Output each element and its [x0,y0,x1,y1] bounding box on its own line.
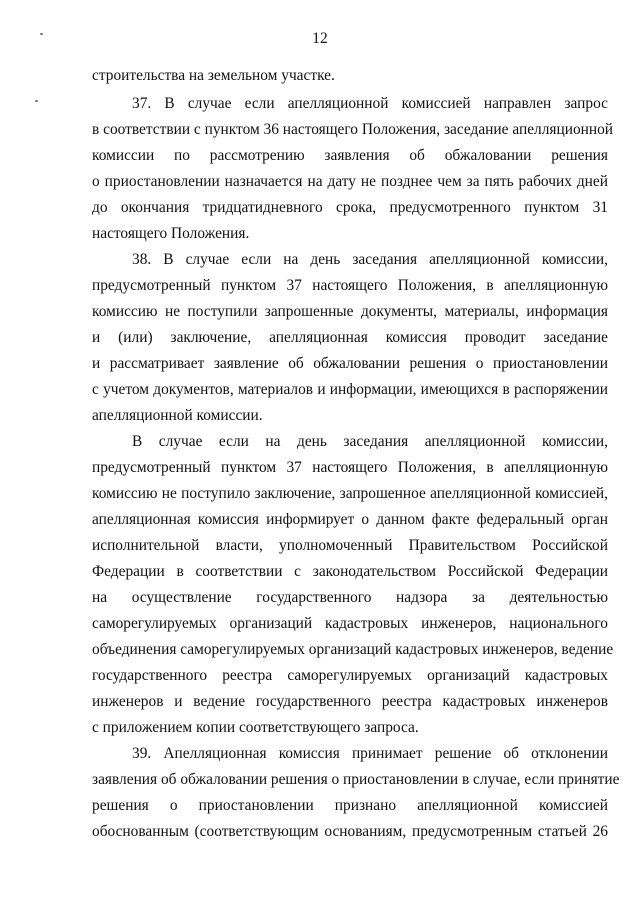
text-line: объединения саморегулируемых организаций кадастровых инженеров, ведение [92,641,614,658]
text-line: комиссию не поступило заключение, запрошенное апелляционной комиссией, [92,485,608,502]
text-line: с приложением копии соответствующего запроса. [92,719,419,736]
text-line: о приостановлении назначается на дату не позднее чем за пять рабочих дней [92,173,608,190]
text-line: инженеров и ведение государственного реестра кадастровых инженеров [92,693,608,710]
text-line: апелляционной комиссии. [92,407,263,424]
text-line: комиссию не поступили запрошенные документы, материалы, информация [92,303,608,320]
text-line: 37. В случае если апелляционной комиссией направлен запрос [132,95,608,112]
text-line: в соответствии с пунктом 36 настоящего Положения, заседание апелляционной [92,121,614,138]
text-line: до окончания тридцатидневного срока, предусмотренного пунктом 31 [92,199,608,216]
text-line: решения о приостановлении признано апелляционной комиссией [92,797,608,814]
text-line: предусмотренный пунктом 37 настоящего Положения, в апелляционную [92,277,608,294]
text-line: В случае если на день заседания апелляционной комиссии, [132,433,608,450]
text-line: и рассматривает заявление об обжаловании решения о приостановлении [92,355,608,372]
text-line: предусмотренный пунктом 37 настоящего Положения, в апелляционную [92,459,608,476]
text-line: апелляционная комиссия информирует о данном факте федеральный орган [92,511,608,528]
text-line: с учетом документов, материалов и информации, имеющихся в распоряжении [92,381,608,398]
text-line: государственного реестра саморегулируемых организаций кадастровых [92,667,608,684]
text-line: 38. В случае если на день заседания апелляционной комиссии, [132,251,608,268]
text-line: саморегулируемых организаций кадастровых инженеров, национального [92,615,608,632]
text-line: на осуществление государственного надзора за деятельностью [92,589,608,606]
text-line: исполнительной власти, уполномоченный Правительством Российской [92,537,608,554]
text-line: строительства на земельном участке. [92,67,335,84]
text-line: и (или) заключение, апелляционная комиссия проводит заседание [92,329,608,346]
text-line: заявления об обжаловании решения о приостановлении в случае, если принятие [92,771,620,788]
page-number: 12 [312,30,328,47]
text-line: настоящего Положения. [92,225,250,242]
scan-speck [35,100,38,102]
text-line: 39. Апелляционная комиссия принимает решение об отклонении [132,745,608,762]
text-line: Федерации в соответствии с законодательством Российской Федерации [92,563,608,580]
text-line: комиссии по рассмотрению заявления об обжаловании решения [92,147,608,164]
text-line: обоснованным (соответствующим основаниям, предусмотренным статьей 26 [92,823,608,840]
